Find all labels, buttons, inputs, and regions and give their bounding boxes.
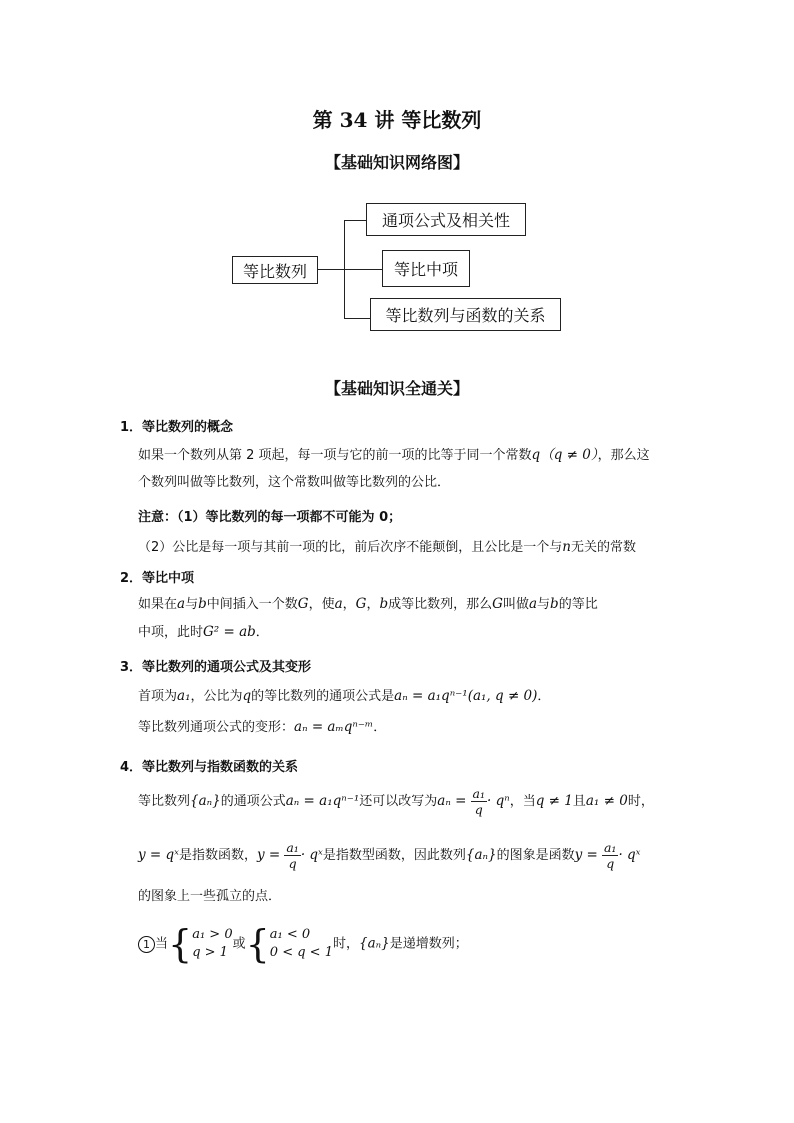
diagram-branch-3: 等比数列与函数的关系	[370, 298, 561, 331]
s3-text-c: 的等比数列的通项公式是	[251, 689, 395, 704]
s4-formula-3-rhs: · qˣ	[300, 847, 323, 863]
circled-number: 1	[138, 936, 155, 953]
s2-text-i: 与	[537, 597, 551, 612]
fraction-numerator: a₁	[286, 840, 299, 855]
s1-note1-text: 注意：（1）等比数列的每一项都不可能为 0；	[138, 510, 402, 525]
s3-heading: 3．等比数列的通项公式及其变形	[120, 660, 312, 675]
s2-text-c: 中间插入一个数	[206, 597, 298, 612]
s3-text-a: 首项为	[138, 689, 178, 704]
case1-system-a-row1: a₁ > 0	[192, 927, 233, 942]
section-heading-knowledge: 【基础知识全通关】	[324, 379, 469, 398]
s4-fraction-1	[471, 786, 487, 817]
diagram-branch-1: 通项公式及相关性	[366, 203, 526, 236]
s3-line2	[138, 716, 386, 735]
s2-line2-tail: ．	[255, 625, 269, 640]
s2-var-b3: b	[550, 596, 559, 612]
s4-line2	[138, 840, 640, 871]
s1-note2-text: （2）公比是每一项与其前一项的比，前后次序不能颠倒，且公比是一个与	[138, 540, 563, 555]
s4-formula-4-lhs: y =	[574, 847, 598, 863]
s2-var-b: b	[198, 596, 207, 612]
s3-var-a1: a₁	[177, 688, 191, 704]
s1-note2-tail: 无关的常数	[570, 540, 636, 555]
s4-text-i: 的图象是函数	[496, 848, 575, 863]
case1-system-b	[270, 926, 333, 962]
s4-seq-2: {aₙ}	[465, 847, 497, 863]
s2-text-e: ，	[342, 597, 356, 612]
s2-var-b2: b	[379, 596, 389, 612]
s4-text-d: ，当	[509, 794, 536, 809]
s2-var-a: a	[177, 596, 186, 612]
s4-case-1	[138, 922, 468, 966]
s4-text-a: 等比数列	[138, 794, 191, 809]
s2-line1	[138, 593, 598, 612]
section-heading-network: 【基础知识网络图】	[324, 153, 469, 172]
s4-text-g: 是指数函数，	[178, 848, 257, 863]
page-title: 第 34 讲 等比数列	[312, 108, 482, 132]
s2-var-g2: G	[355, 596, 367, 612]
s1-line1	[138, 443, 650, 463]
case1-or: 或	[232, 936, 246, 952]
s4-seq: {aₙ}	[190, 793, 221, 809]
left-brace-icon: {	[168, 922, 193, 966]
s2-text-g: 成等比数列，那么	[388, 597, 493, 612]
s2-text-f: ，	[366, 597, 380, 612]
fraction-denominator: q	[606, 856, 615, 871]
fraction-denominator: q	[474, 802, 483, 817]
connector-branch-3	[344, 318, 370, 319]
s4-fraction-2	[284, 840, 300, 871]
s2-line2-text: 中项，此时	[138, 625, 204, 640]
s2-var-g: G	[297, 596, 309, 612]
s4-formula-2-lhs: aₙ =	[437, 793, 467, 809]
s3-line2-tail: ．	[373, 720, 387, 735]
s2-text-d: ，使	[308, 597, 335, 612]
s1-line2: 个数列叫做等比数列，这个常数叫做等比数列的公比．	[138, 475, 451, 490]
s4-formula-2-rhs: · qⁿ	[487, 793, 510, 809]
s3-var-q: q	[242, 688, 252, 704]
fraction-numerator: a₁	[603, 840, 617, 855]
s1-line1-text: 如果一个数列从第 2 项起，每一项与它的前一项的比等于同一个常数	[138, 448, 532, 463]
diagram-branch-2: 等比中项	[382, 250, 470, 287]
s4-exp-function: y = qˣ	[138, 847, 179, 863]
s2-text-b: 与	[185, 597, 199, 612]
s2-var-g3: G	[492, 596, 503, 612]
s4-fraction-3	[602, 840, 618, 871]
s3-line2-text: 等比数列通项公式的变形：	[138, 720, 295, 735]
s4-text-h: 是指数型函数，因此数列	[322, 848, 466, 863]
s1-note2-math: n	[562, 539, 571, 555]
s3-line1	[138, 685, 550, 704]
s2-line2-math: G² = ab	[203, 624, 256, 640]
s4-cond-1: q ≠ 1	[535, 793, 573, 809]
s2-heading: 2．等比中项	[120, 571, 195, 586]
s3-formula: aₙ = a₁qⁿ⁻¹(a₁, q ≠ 0)	[394, 688, 538, 704]
s1-note2	[138, 536, 636, 555]
s4-line3: 的图象上一些孤立的点．	[138, 889, 282, 904]
s4-formula-3-lhs: y =	[256, 847, 281, 863]
s4-text-f: 时，	[627, 794, 654, 809]
s2-text-a: 如果在	[138, 597, 178, 612]
case1-system-a	[192, 926, 232, 962]
s1-line1-math: q（q ≠ 0）	[531, 447, 598, 463]
s3-text-b: ，公比为	[190, 689, 243, 704]
case1-system-b-row1: a₁ < 0	[269, 927, 311, 942]
s4-line1	[138, 786, 654, 817]
connector-branch-1	[344, 220, 366, 221]
s2-line2	[138, 621, 269, 640]
s2-var-a3: a	[528, 596, 538, 612]
case1-seq: {aₙ}	[359, 935, 390, 952]
s1-heading: 1．等比数列的概念	[120, 420, 234, 435]
s2-var-a2: a	[334, 596, 343, 612]
s4-cond-2: a₁ ≠ 0	[585, 793, 628, 809]
s2-text-j: 的等比	[558, 597, 598, 612]
fraction-numerator: a₁	[472, 786, 486, 801]
connector-root	[318, 269, 344, 270]
s4-heading: 4．等比数列与指数函数的关系	[120, 760, 299, 775]
s4-formula-4-rhs: · qˣ	[618, 847, 641, 863]
s4-formula-1: aₙ = a₁qⁿ⁻¹	[285, 793, 360, 809]
diagram-root: 等比数列	[232, 256, 318, 284]
case1-pre: 当	[155, 936, 169, 952]
case1-end: 是递增数列；	[389, 936, 468, 952]
s4-text-e: 且	[572, 794, 586, 809]
fraction-denominator: q	[288, 856, 297, 871]
case1-system-b-row2: 0 < q < 1	[269, 945, 333, 960]
s1-line1-tail: ，那么这	[597, 448, 650, 463]
s1-note1	[138, 506, 401, 525]
connector-branch-2	[344, 269, 382, 270]
case1-system-a-row2: q > 1	[192, 945, 228, 960]
s4-text-c: 还可以改写为	[359, 794, 438, 809]
s3-text-d: ．	[537, 689, 551, 704]
s3-line2-math: aₙ = aₘqⁿ⁻ᵐ	[294, 719, 374, 735]
case1-post: 时，	[332, 936, 359, 952]
s2-text-h: 叫做	[502, 597, 529, 612]
s4-text-b: 的通项公式	[220, 794, 286, 809]
left-brace-icon: {	[245, 922, 270, 966]
